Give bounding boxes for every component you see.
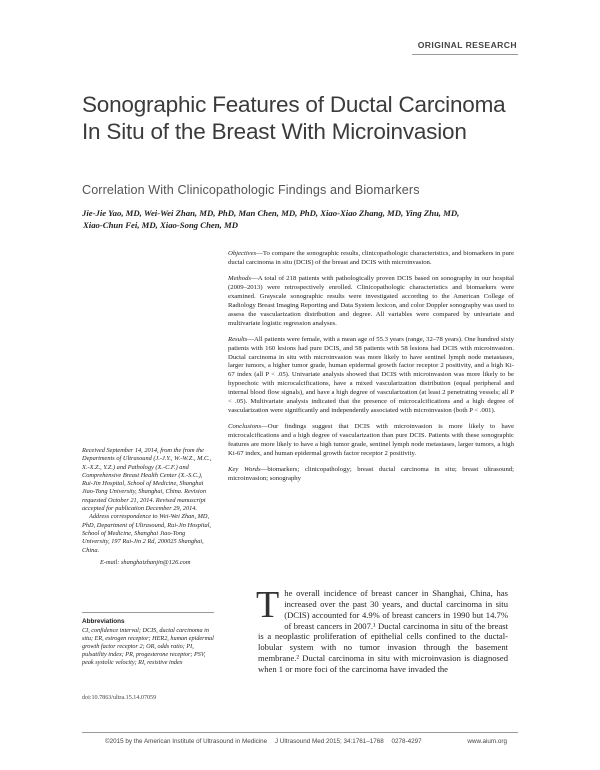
header-rule (412, 54, 518, 55)
author-list (82, 207, 522, 231)
article-subtitle: Correlation With Clinicopathologic Findings and Biomarkers (82, 183, 420, 197)
page-footer (105, 738, 505, 745)
abbreviations-rule (82, 612, 214, 613)
journal-website: www.aium.org (467, 738, 507, 745)
section-label: Conclusions (228, 423, 262, 431)
abstract-methods (228, 275, 514, 329)
abbreviations-box (82, 618, 214, 668)
section-text: —To compare the sonographic results, clinicopathologic characteristics, and biomarkers in pure ductal carcinoma in situ (DCIS) of the breast and DCIS with microinvasion. (228, 250, 514, 266)
article-type-label: ORIGINAL RESEARCH (417, 40, 517, 50)
section-label: Objectives (228, 250, 257, 257)
section-text: —Our findings suggest that DCIS with microinvasion is more likely to have microcalcifications and a high degree of vascularization than pure DCIS. Patients with these sonographic features are more likely to have a high tumor grade, sentinel lymph node metastases, larger tumors, a high Ki-67 index, and human epidermal growth factor receptor 2 positivity. (228, 423, 514, 458)
footer-rule (82, 732, 518, 733)
section-text: —A total of 218 patients with pathologically proven DCIS based on sonography in our hospital (2009–2013) were retrospectively enrolled. Clinicopathologic characteristics and biomarkers were examined. Grayscale sonographic results were investigated according to the American College of Radiology Breast Imaging Reporting and Data System lexicon, and color Doppler sonography was used to assess the vascularization distribution and degree. All variables were compared by univariate and multivariate logistic regression analyses. (228, 274, 514, 327)
section-text: —All patients were female, with a mean age of 55.3 years (range, 32–78 years). One hundred sixty patients with 160 lesions had pure DCIS, and 58 patients with 58 lesions had DCIS with microinvasion. Ductal carcinoma in situ with microinvasion was more likely to have sentinel lymph node metastases, larger tumors, a higher tumor grade, human epidermal growth factor receptor 2 positivity, and a high Ki-67 index (all P < .05). Univariate analysis showed that DCIS with microinvasion was more likely to be hypoechoic with microcalcifications, have a mixed vascularization distribution (equal peripheral and internal blood flow signals), and have a high degree of vascularization (at least 2 penetrating vessels; all P < .05). Multivariate analysis indicated that the presence of microcalcifications and a high degree of vascularization were significantly and independently associated with microinvasion (both P < .001). (228, 335, 514, 415)
introduction-text: he overall incidence of breast cancer in Shanghai, China, has increased over the past 30 years, and ductal carcinoma in situ (DCIS) accounted for 4.9% of breast cancers in 1990 but 14.7% of breast cancers in 2007.¹ Ductal carcinoma in situ of the breast is a neoplastic proliferation of epithelial cells confined to the ductal-lobular system with no tumor invasion through the basement membrane.² Ductal carcinoma in situ with microinvasion is diagnosed when 1 or more foci of the carcinoma have invaded the (258, 588, 508, 674)
received-dates: Received September 14, 2014, from the from the Departments of Ultrasound (J.-J.Y., W.-W.Z., M.C., X.-X.Z., Y.Z.) and Pathology (X.-C.F.) and Comprehensive Breast Health Center (X.-S.C.), Rui-Jin Hospital, School of Medicine, Shanghai Jiao-Tong University, Shanghai, China. Revision requested October 21, 2014. Revised manuscript accepted for publication December 29, 2014. (82, 447, 212, 513)
abstract-results (228, 336, 514, 417)
section-text: —biomarkers; clinicopathology; breast ductal carcinoma in situ; breast ultrasound; microinvasion; sonography (228, 466, 514, 482)
journal-citation: J Ultrasound Med 2015; 34:1761–1768 (274, 738, 384, 745)
abbreviations-text: CI, confidence interval; DCIS, ductal carcinoma in situ; ER, estrogen receptor; HER2, human epidermal growth factor receptor 2; OR, odds ratio; PI, pulsatility index; PR, progesterone receptor; PSV, peak systolic velocity; RI, resistive index (82, 627, 214, 667)
abbreviations-title: Abbreviations (82, 618, 125, 625)
abstract-keywords (228, 466, 514, 484)
drop-cap: T (256, 584, 280, 626)
copyright-notice: ©2015 by the American Institute of Ultrasound in Medicine (105, 738, 268, 745)
abstract-conclusions (228, 423, 514, 459)
article-info-sidebar (82, 447, 214, 567)
article-title: Sonographic Features of Ductal Carcinoma In Situ of the Breast With Microinvasion (82, 92, 506, 144)
introduction-paragraph (256, 584, 508, 675)
correspondence-address: Address correspondence to Wei-Wei Zhan, MD, PhD, Department of Ultrasound, Rui-Jin Hospital, School of Medicine, Shanghai Jiao-Tong University, 197 Rui-Jin 2 Rd, 200025 Shanghai, China. (82, 513, 211, 554)
author-line: Jie-Jie Yao, MD, Wei-Wei Zhan, MD, PhD, Man Chen, MD, PhD, Xiao-Xiao Zhang, MD, Ying Zhu, MD, (82, 208, 460, 218)
abstract-objectives (228, 250, 514, 268)
abstract (228, 250, 514, 491)
section-label: Key Words (228, 466, 261, 474)
correspondence-email: E-mail: shanghaizhanjin@126.com (100, 558, 191, 566)
doi: doi:10.7863/ultra.15.14.07059 (82, 695, 157, 701)
section-label: Methods (228, 274, 252, 282)
issn: 0278-4297 (391, 738, 422, 745)
section-label: Results (228, 335, 248, 343)
author-line: Xiao-Chun Fei, MD, Xiao-Song Chen, MD (83, 220, 238, 230)
